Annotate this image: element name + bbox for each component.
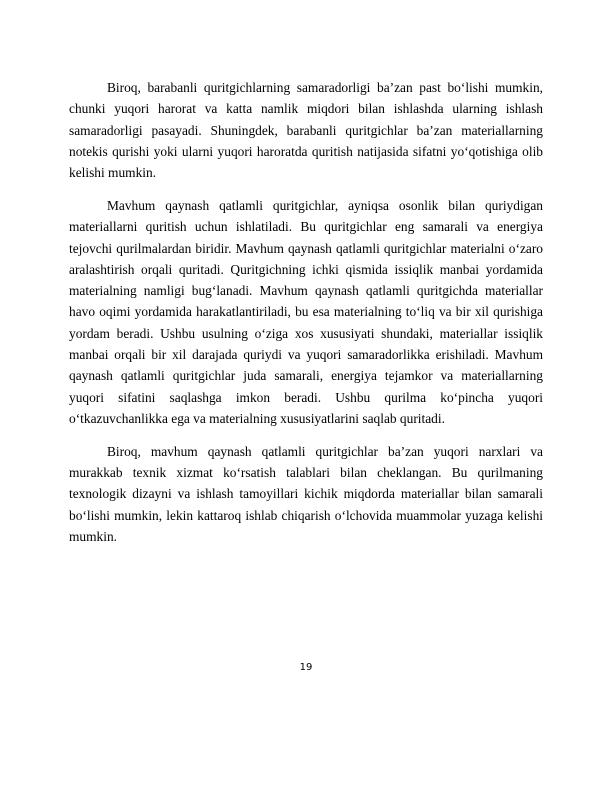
paragraph-2: Mavhum qaynash qatlamli quritgichlar, ayniqsa osonlik bilan quriydigan materiallarni quritish uchun ishlatiladi. Bu quritgichlar eng samarali va energiya tejovchi qurilmalardan biridir. Mavhum qaynash qatlamli quritgichlar materialni o‘zaro aralashtirish orqali quritadi. Quritgichning ichki qismida issiqlik manbai yordamida materialning namligi bug‘lanadi. Mavhum qaynash qatlamli quritgichda materiallar havo oqimi yordamida harakatlantiriladi, bu esa materialning to‘liq va bir xil qurishiga yordam beradi. Ushbu usulning o‘ziga xos xususiyati shundaki, materiallar issiqlik manbai orqali bir xil darajada quriydi va yuqori samaradorlikka erishiladi. Mavhum qaynash qatlamli quritgichlar juda samarali, energiya tejamkor va materiallarning yuqori sifatini saqlashga imkon beradi. Ushbu qurilma ko‘pincha yuqori o‘tkazuvchanlikka ega va materialning xususiyatlarini saqlab quritadi.: [69, 197, 543, 426]
paragraph-3: Biroq, mavhum qaynash qatlamli quritgichlar ba’zan yuqori narxlari va murakkab texnik xizmat ko‘rsatish talablari bilan cheklangan. Bu qurilmaning texnologik dizayni va ishlash tamoyillari kichik miqdorda materiallar bilan samarali bo‘lishi mumkin, lekin kattaroq ishlab chiqarish o‘lchovida muammolar yuzaga kelishi mumkin.: [69, 443, 543, 544]
body-text: [69, 77, 543, 547]
paragraph-1: Biroq, barabanli quritgichlarning samaradorligi ba’zan past bo‘lishi mumkin, chunki yuqori harorat va katta namlik miqdori bilan ishlashda ularning ishlash samaradorligi pasayadi. Shuningdek, barabanli quritgichlar ba’zan materiallarning notekis qurishi yoki ularni yuqori haroratda quritish natijasida sifatni yo‘qotishiga olib kelishi mumkin.: [69, 80, 543, 181]
page-number: 19: [299, 662, 313, 673]
